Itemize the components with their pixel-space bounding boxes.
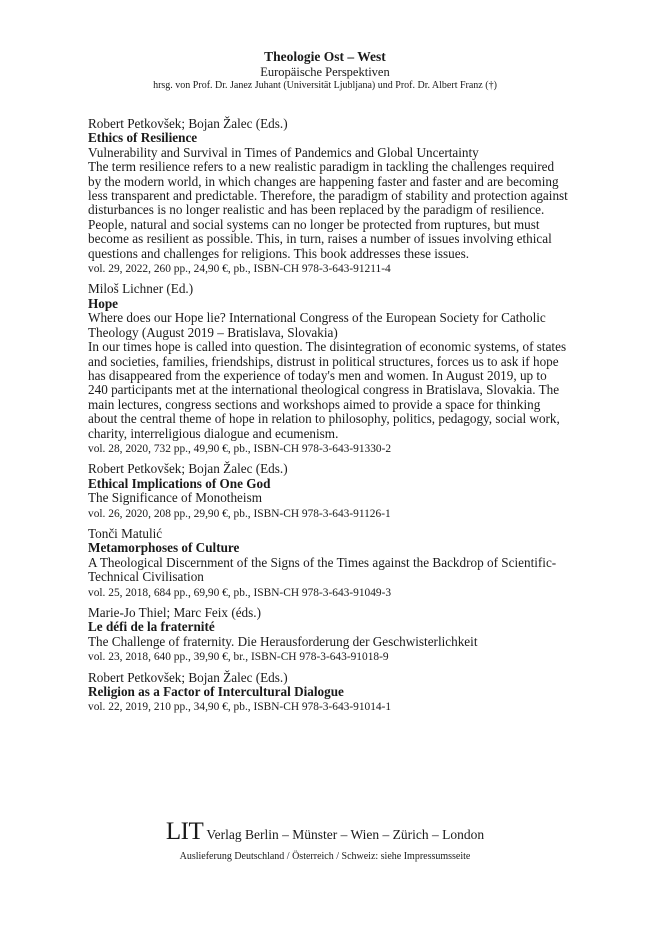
book-meta: vol. 29, 2022, 260 pp., 24,90 €, pb., ISBN-CH 978-3-643-91211-4 (88, 263, 391, 276)
series-header (0, 49, 650, 92)
lit-logo: LIT (165, 818, 204, 845)
book-entry (88, 606, 568, 665)
book-subtitle: A Theological Discernment of the Signs of the Times against the Backdrop of Scientific-Technical Civilisation (88, 554, 557, 585)
publisher-cities: Verlag Berlin – Münster – Wien – Zürich – London (206, 827, 485, 842)
book-meta: vol. 23, 2018, 640 pp., 39,90 €, br., ISBN-CH 978-3-643-91018-9 (88, 651, 389, 664)
book-list (88, 117, 568, 721)
book-subtitle: Where does our Hope lie? International Congress of the European Society for Catholic Theology (August 2019 – Bratislava, Slovakia) (88, 310, 546, 340)
distribution-note: Auslieferung Deutschland / Österreich / Schweiz: siehe Impressumsseite (179, 851, 471, 862)
publisher-footer (0, 820, 650, 864)
book-title: Le défi de la fraternité (88, 619, 215, 635)
book-entry (88, 671, 568, 715)
book-entry (88, 282, 568, 456)
book-author: Miloš Lichner (Ed.) (88, 281, 194, 297)
book-meta: vol. 25, 2018, 684 pp., 69,90 €, pb., ISBN-CH 978-3-643-91049-3 (88, 586, 392, 599)
book-meta: vol. 22, 2019, 210 pp., 34,90 €, pb., ISBN-CH 978-3-643-91014-1 (88, 701, 392, 714)
book-entry (88, 117, 568, 276)
book-meta: vol. 26, 2020, 208 pp., 29,90 €, pb., ISBN-CH 978-3-643-91126-1 (88, 507, 391, 520)
book-title: Religion as a Factor of Intercultural Dialogue (88, 684, 344, 700)
book-author: Robert Petkovšek; Bojan Žalec (Eds.) (88, 116, 288, 131)
book-title: Hope (88, 295, 119, 311)
book-title: Ethical Implications of One God (88, 475, 271, 491)
book-subtitle: Vulnerability and Survival in Times of Pandemics and Global Uncertainty (88, 144, 479, 160)
book-title: Metamorphoses of Culture (88, 540, 240, 556)
book-author: Robert Petkovšek; Bojan Žalec (Eds.) (88, 669, 288, 685)
book-meta: vol. 28, 2020, 732 pp., 49,90 €, pb., ISBN-CH 978-3-643-91330-2 (88, 442, 392, 455)
series-title: Theologie Ost – West (264, 49, 386, 64)
book-subtitle: The Significance of Monotheism (88, 490, 262, 506)
series-editors: hrsg. von Prof. Dr. Janez Juhant (Universität Ljubljana) und Prof. Dr. Albert Franz (†) (153, 80, 497, 91)
book-author: Marie-Jo Thiel; Marc Feix (éds.) (88, 605, 261, 620)
book-author: Robert Petkovšek; Bojan Žalec (Eds.) (88, 461, 288, 477)
book-author: Tonči Matulić (88, 525, 163, 541)
publisher-line (0, 820, 650, 847)
book-description: In our times hope is called into question. The disintegration of economic systems, of states and societies, families, friendships, distrust in political structures, forces us to ask if hope has disappeared from the experience of today's men and women. In August 2019, up to 240 participants met at the international theological congress in Bratislava, Slovakia. The main lectures, congress sections and workshops aimed to provide a space for thinking about the central theme of hope in relation to philosophy, politics, pedagogy, social work, charity, interreligious dialogue and ecumenism. (88, 339, 567, 441)
series-subtitle: Europäische Perspektiven (260, 65, 390, 79)
book-title: Ethics of Resilience (88, 130, 198, 146)
book-entry (88, 527, 568, 600)
book-description: The term resilience refers to a new realistic paradigm in tackling the challenges required by the modern world, in which changes are happening faster and faster and are becoming less transparent and predictable. Therefore, the paradigm of stability and protection against disturbances is no longer realistic and has been replaced by the paradigm of resilience. People, natural and social systems can no longer be protected from ruptures, but must become as resilient as possible. This, in turn, raises a number of issues involving ethical questions and challenges for religions. This book addresses these issues. (88, 159, 568, 261)
book-entry (88, 462, 568, 521)
book-subtitle: The Challenge of fraternity. Die Herausforderung der Geschwisterlichkeit (88, 633, 478, 649)
